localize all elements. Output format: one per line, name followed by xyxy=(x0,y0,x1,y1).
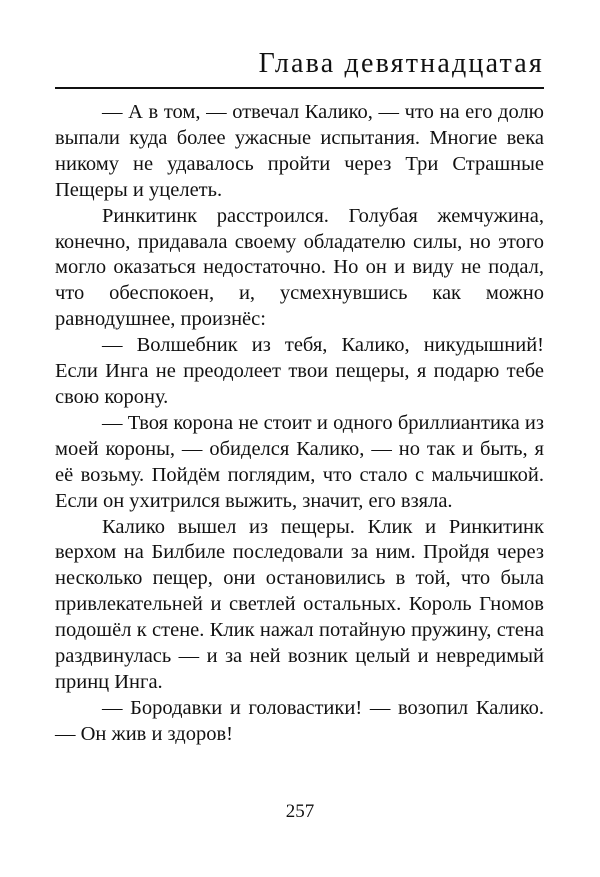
paragraph-3: — Волшебник из тебя, Калико, никудышний! Если Инга не преодолеет твои пещеры, я подарю тебе свою корону. xyxy=(55,334,544,408)
page-number: 257 xyxy=(285,801,315,822)
paragraph-4: — Твоя корона не стоит и одного бриллиантика из моей короны, — обиделся Калико, — но так и быть, я её возьму. Пойдём поглядим, что стало с мальчишкой. Если он ухитрился выжить, значит, его взяла. xyxy=(55,411,544,512)
header-rule xyxy=(55,87,544,89)
paragraph-1: — А в том, — отвечал Калико, — что на его долю выпали куда более ужасные испытания. Многие века никому не удавалось пройти через Три Страшные Пещеры и уцелеть. xyxy=(55,101,544,201)
paragraph-2: Ринкитинк расстроился. Голубая жемчужина, конечно, придавала своему обладателю силы, но этого могло оказаться недостаточно. Но он и виду не подал, что обеспокоен, и, усмехнувшись как можно равнодушнее, произнёс: xyxy=(55,204,544,331)
paragraph-5: Калико вышел из пещеры. Клик и Ринкитинк верхом на Билбиле последовали за ним. Пройдя через несколько пещер, они остановились в той, что была привлекательней и светлей остальных. Король Гномов подошёл к стене. Клик нажал потайную пружину, стена раздвинулась — и за ней возник целый и невредимый принц Инга. xyxy=(55,515,544,693)
page-body xyxy=(55,100,544,748)
paragraph-6: — Бородавки и головастики! — возопил Калико. — Он жив и здоров! xyxy=(55,696,544,745)
chapter-title: Глава девятнадцатая xyxy=(258,48,544,79)
